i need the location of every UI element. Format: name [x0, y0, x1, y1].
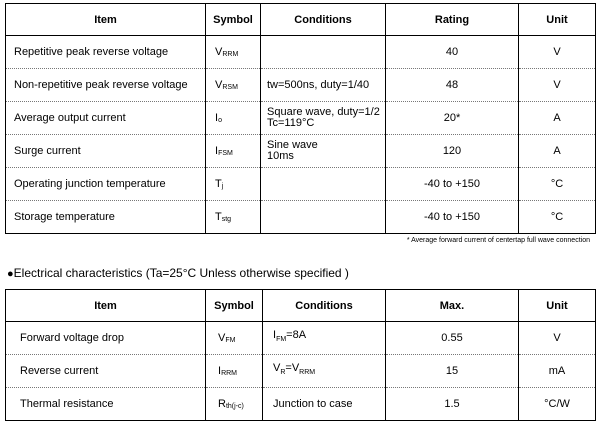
item-cell: Repetitive peak reverse voltage	[6, 36, 206, 69]
header-symbol: Symbol	[206, 290, 263, 322]
symbol-cell	[206, 135, 261, 168]
item-cell: Non-repetitive peak reverse voltage	[6, 69, 206, 102]
table-row	[6, 135, 596, 168]
conditions-cell	[263, 388, 386, 421]
symbol-subscript: j	[221, 183, 224, 190]
condition-subscript: FM	[276, 336, 287, 344]
unit-cell: °C/W	[519, 388, 596, 421]
item-cell: Reverse current	[6, 355, 206, 388]
symbol-subscript: RRM	[221, 370, 238, 377]
condition-subscript: R	[280, 369, 286, 377]
unit-cell: °C	[519, 168, 596, 201]
symbol-cell	[206, 388, 263, 421]
symbol-subscript: th(j-c)	[225, 403, 244, 410]
symbol-cell	[206, 322, 263, 355]
header-item: Item	[6, 290, 206, 322]
symbol-main: V	[215, 79, 223, 91]
max-cell: 0.55	[386, 322, 519, 355]
symbol-subscript: RRM	[222, 51, 239, 58]
symbol-cell	[206, 102, 261, 135]
condition-line: Sine wave	[267, 139, 318, 151]
table-row	[6, 355, 596, 388]
condition-line: 10ms	[267, 150, 294, 162]
electrical-characteristics-table	[5, 289, 596, 421]
rating-cell: -40 to +150	[386, 168, 519, 201]
condition-rest: =8A	[286, 329, 307, 342]
unit-cell: mA	[519, 355, 596, 388]
symbol-main: V	[218, 332, 226, 344]
footnote: * Average forward current of centertap full wave connection	[406, 237, 590, 244]
rating-cell: 48	[386, 69, 519, 102]
symbol-main: R	[218, 398, 226, 410]
item-cell: Forward voltage drop	[6, 322, 206, 355]
symbol-main: I	[215, 112, 219, 124]
rating-cell: -40 to +150	[386, 201, 519, 234]
item-cell: Operating junction temperature	[6, 168, 206, 201]
conditions-cell	[261, 135, 386, 168]
condition-subscript: RRM	[299, 369, 316, 377]
item-cell: Average output current	[6, 102, 206, 135]
condition-main: Junction to case	[273, 397, 353, 410]
conditions-cell	[261, 102, 386, 135]
header-conditions: Conditions	[261, 4, 386, 36]
absolute-ratings-table	[5, 3, 596, 234]
table-row	[6, 168, 596, 201]
symbol-main: V	[215, 46, 223, 58]
symbol-cell	[206, 69, 261, 102]
unit-cell: V	[519, 36, 596, 69]
condition-line: tw=500ns, duty=1/40	[267, 78, 370, 91]
section-title	[7, 266, 349, 280]
conditions-cell	[261, 201, 386, 234]
conditions-cell	[261, 69, 386, 102]
symbol-subscript: stg	[221, 216, 232, 223]
symbol-main: T	[215, 211, 222, 223]
symbol-main: I	[218, 365, 222, 377]
table-row	[6, 201, 596, 234]
unit-cell: V	[519, 322, 596, 355]
symbol-subscript: FSM	[218, 150, 233, 157]
rating-cell: 40	[386, 36, 519, 69]
conditions-cell	[263, 355, 386, 388]
table-row	[6, 36, 596, 69]
unit-cell: V	[519, 69, 596, 102]
symbol-cell	[206, 168, 261, 201]
conditions-cell	[261, 36, 386, 69]
condition-rest: =V	[285, 362, 300, 375]
item-cell: Storage temperature	[6, 201, 206, 234]
condition-main: V	[273, 362, 281, 375]
section-title-text: Electrical characteristics (Ta=25°C Unless otherwise specified )	[13, 266, 349, 280]
symbol-cell	[206, 355, 263, 388]
table-header-row	[6, 4, 596, 36]
symbol-subscript: FM	[225, 337, 236, 344]
unit-cell: A	[519, 102, 596, 135]
rating-cell: 120	[386, 135, 519, 168]
header-unit: Unit	[519, 4, 596, 36]
unit-cell: °C	[519, 201, 596, 234]
conditions-cell	[261, 168, 386, 201]
table-row	[6, 102, 596, 135]
bullet-icon: ●	[7, 268, 14, 280]
max-cell: 15	[386, 355, 519, 388]
symbol-subscript: RSM	[222, 84, 238, 91]
header-item: Item	[6, 4, 206, 36]
condition-line: Tc=119°C	[267, 117, 315, 129]
header-max: Max.	[386, 290, 519, 322]
header-rating: Rating	[386, 4, 519, 36]
symbol-subscript: o	[218, 117, 222, 124]
item-cell: Thermal resistance	[6, 388, 206, 421]
max-cell: 1.5	[386, 388, 519, 421]
item-cell: Surge current	[6, 135, 206, 168]
unit-cell: A	[519, 135, 596, 168]
condition-line: Square wave, duty=1/2	[267, 106, 380, 118]
table-row	[6, 69, 596, 102]
condition-main: I	[273, 329, 277, 342]
table-row	[6, 322, 596, 355]
header-unit: Unit	[519, 290, 596, 322]
symbol-cell	[206, 36, 261, 69]
header-conditions: Conditions	[263, 290, 386, 322]
rating-cell: 20*	[386, 102, 519, 135]
symbol-cell	[206, 201, 261, 234]
table-row	[6, 388, 596, 421]
symbol-main: T	[215, 178, 222, 190]
header-symbol: Symbol	[206, 4, 261, 36]
conditions-cell	[263, 322, 386, 355]
symbol-main: I	[215, 145, 219, 157]
table-header-row	[6, 290, 596, 322]
